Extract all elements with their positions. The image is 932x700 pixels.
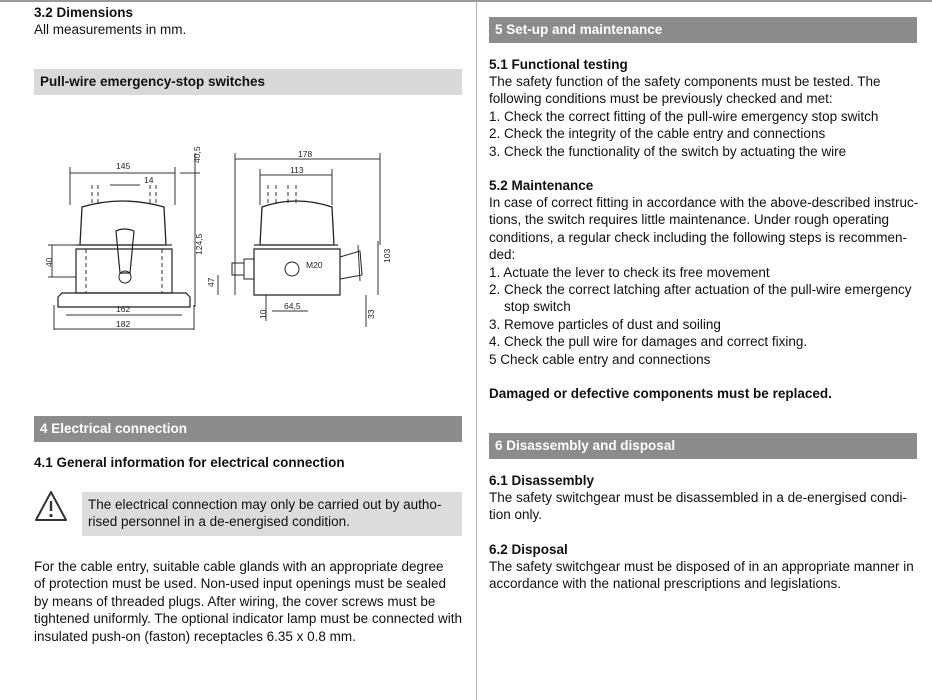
dim-113: 113 <box>290 165 304 175</box>
warning-icon <box>34 490 68 522</box>
dim-40-5: 40,5 <box>192 146 202 163</box>
warning-line: rised personnel in a de-energised condition. <box>88 514 350 530</box>
dim-178: 178 <box>298 149 313 159</box>
maintenance-line: 3. Remove particles of dust and soiling <box>489 316 721 332</box>
column-divider <box>476 2 477 700</box>
functional-line: 2. Check the integrity of the cable entry and connections <box>489 126 826 142</box>
replace-components-note: Damaged or defective components must be replaced. <box>489 386 832 401</box>
body-line: For the cable entry, suitable cable glands with an appropriate degree <box>34 559 444 574</box>
setup-section-bar: 5 Set-up and maintenance <box>489 17 917 43</box>
dim-10: 10 <box>258 309 268 319</box>
disassembly-heading: 6.1 Disassembly <box>489 473 595 488</box>
body-line: insulated push-on (faston) receptacles 6.35 x 0.8 mm. <box>34 628 356 644</box>
electrical-section-bar: 4 Electrical connection <box>34 416 462 442</box>
body-line: of protection must be used. Non-used input openings must be sealed <box>34 576 447 592</box>
maintenance-line: 2. Check the correct latching after actuation of the pull-wire emergency <box>489 282 912 298</box>
electrical-body <box>34 558 466 645</box>
maintenance-line: tions, the switch requires little maintenance. Under rough operating <box>489 212 889 228</box>
functional-line: 1. Check the correct fitting of the pull-wire emergency stop switch <box>489 108 879 124</box>
dim-145: 145 <box>116 161 131 171</box>
maintenance-line: conditions, a regular check including the following steps is recommen- <box>489 229 907 245</box>
body-line: tightened uniformly. The optional indicator lamp must be connected with <box>34 611 462 627</box>
maintenance-line: 1. Actuate the lever to check its free movement <box>489 264 770 280</box>
general-info-heading: 4.1 General information for electrical connection <box>34 455 345 470</box>
dim-14: 14 <box>144 175 154 185</box>
disassembly-body <box>489 489 924 524</box>
dim-m20: M20 <box>306 260 323 270</box>
dimensions-heading: 3.2 Dimensions <box>34 5 134 20</box>
disposal-line: The safety switchgear must be disposed of in an appropriate manner in <box>489 559 914 574</box>
functional-line: The safety function of the safety components must be tested. The <box>489 74 881 89</box>
body-line: by means of threaded plugs. After wiring, the cover screws must be <box>34 593 436 609</box>
disposal-section-bar: 6 Disassembly and disposal <box>489 433 917 459</box>
dimension-drawing <box>40 145 400 330</box>
disposal-body <box>489 558 926 593</box>
dim-47: 47 <box>206 277 216 287</box>
disposal-line: accordance with the national prescriptions and legislations. <box>489 576 841 592</box>
warning-line: The electrical connection may only be carried out by autho- <box>88 497 442 512</box>
maintenance-line: ded: <box>489 247 516 263</box>
functional-testing-body <box>489 73 924 160</box>
maintenance-body <box>489 194 926 368</box>
maintenance-line: stop switch <box>489 299 571 315</box>
dim-124-5: 124,5 <box>194 233 204 255</box>
top-rule <box>0 0 932 2</box>
dim-103: 103 <box>382 248 392 263</box>
pullwire-section-bar: Pull-wire emergency-stop switches <box>34 69 462 95</box>
functional-testing-heading: 5.1 Functional testing <box>489 57 628 72</box>
dim-33: 33 <box>366 309 376 319</box>
dim-64-5: 64,5 <box>284 301 301 311</box>
maintenance-line: In case of correct fitting in accordance with the above-described instruc- <box>489 195 919 210</box>
maintenance-line: 5 Check cable entry and connections <box>489 351 711 367</box>
disposal-heading: 6.2 Disposal <box>489 542 568 557</box>
maintenance-line: 4. Check the pull wire for damages and correct fixing. <box>489 334 808 350</box>
maintenance-heading: 5.2 Maintenance <box>489 178 594 193</box>
dimensions-note: All measurements in mm. <box>34 22 187 37</box>
dim-40: 40 <box>44 257 54 267</box>
disassembly-line: tion only. <box>489 507 543 523</box>
dim-162: 162 <box>116 304 131 314</box>
disassembly-line: The safety switchgear must be disassembled in a de-energised condi- <box>489 490 907 505</box>
warning-text <box>88 496 460 531</box>
dim-182: 182 <box>116 319 131 329</box>
functional-line: 3. Check the functionality of the switch by actuating the wire <box>489 143 847 159</box>
functional-line: following conditions must be previously checked and met: <box>489 91 833 107</box>
